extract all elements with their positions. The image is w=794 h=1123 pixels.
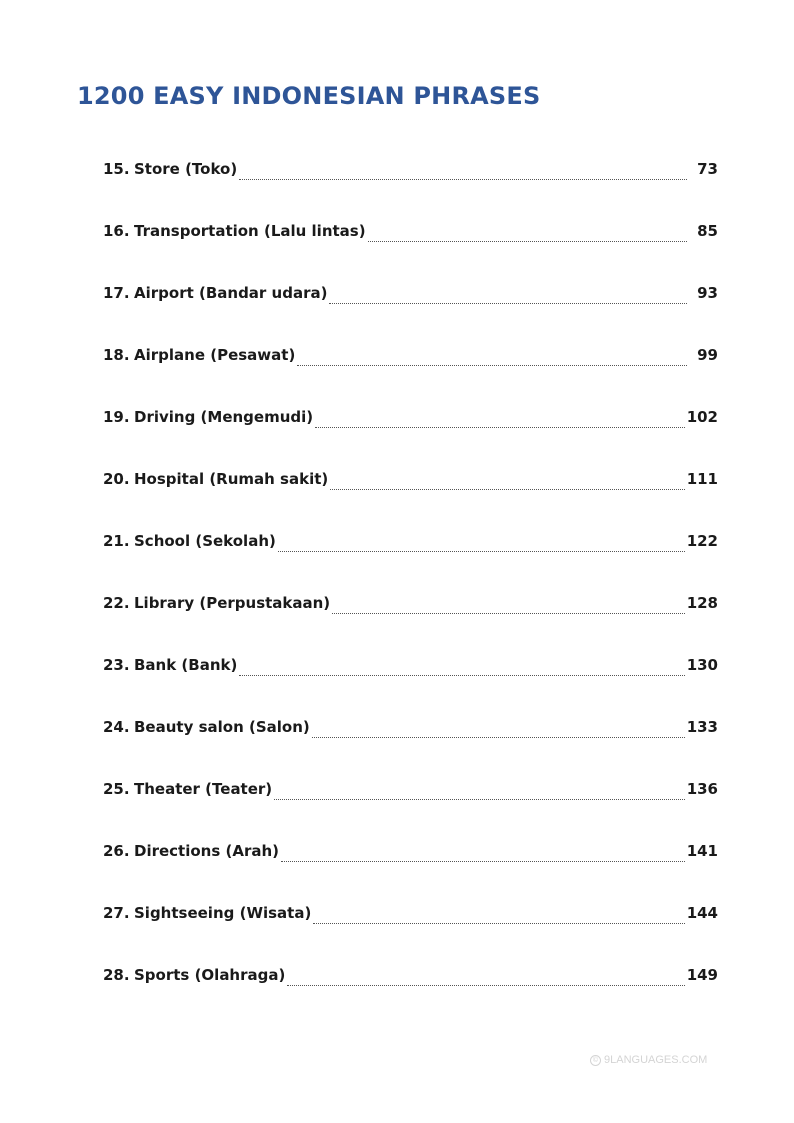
toc-number: 27. <box>103 904 130 922</box>
toc-page-number: 93 <box>697 284 718 302</box>
toc-label: Sports (Olahraga) <box>134 966 286 984</box>
page-title: 1200 EASY INDONESIAN PHRASES <box>77 82 541 110</box>
toc-entry[interactable] <box>103 780 718 804</box>
toc-label: Store (Toko) <box>134 160 238 178</box>
toc-label: Beauty salon (Salon) <box>134 718 310 736</box>
toc-label: Bank (Bank) <box>134 656 238 674</box>
toc-page-number: 133 <box>686 718 718 736</box>
toc-number: 23. <box>103 656 130 674</box>
toc-number: 15. <box>103 160 130 178</box>
toc-entry[interactable] <box>103 966 718 990</box>
toc-label: Airplane (Pesawat) <box>134 346 296 364</box>
toc-entry[interactable] <box>103 222 718 246</box>
dot-leader <box>368 229 688 242</box>
toc-number: 17. <box>103 284 130 302</box>
toc-page-number: 128 <box>686 594 718 612</box>
dot-leader <box>239 167 687 180</box>
toc-entry[interactable] <box>103 718 718 742</box>
dot-leader <box>329 291 687 304</box>
toc-entry[interactable] <box>103 160 718 184</box>
toc-label: Airport (Bandar udara) <box>134 284 328 302</box>
toc-label: Sightseeing (Wisata) <box>134 904 312 922</box>
toc-number: 20. <box>103 470 130 488</box>
toc-label: Hospital (Rumah sakit) <box>134 470 329 488</box>
toc-page-number: 130 <box>686 656 718 674</box>
dot-leader <box>287 973 684 986</box>
toc-entry[interactable] <box>103 408 718 432</box>
toc-page-number: 136 <box>686 780 718 798</box>
toc-number: 16. <box>103 222 130 240</box>
toc-number: 26. <box>103 842 130 860</box>
toc-page-number: 102 <box>686 408 718 426</box>
dot-leader <box>278 539 685 552</box>
toc-label: Library (Perpustakaan) <box>134 594 331 612</box>
toc-page-number: 122 <box>686 532 718 550</box>
toc-number: 22. <box>103 594 130 612</box>
dot-leader <box>315 415 685 428</box>
dot-leader <box>312 725 685 738</box>
toc-entry[interactable] <box>103 656 718 680</box>
watermark <box>590 1054 707 1066</box>
toc-entry[interactable] <box>103 594 718 618</box>
toc-number: 18. <box>103 346 130 364</box>
toc-page-number: 73 <box>697 160 718 178</box>
dot-leader <box>274 787 685 800</box>
toc-page-number: 99 <box>697 346 718 364</box>
toc-label: Directions (Arah) <box>134 842 280 860</box>
toc-page-number: 149 <box>686 966 718 984</box>
toc-number: 19. <box>103 408 130 426</box>
toc-entry[interactable] <box>103 346 718 370</box>
toc-page-number: 85 <box>697 222 718 240</box>
toc-number: 24. <box>103 718 130 736</box>
toc-entry[interactable] <box>103 904 718 928</box>
toc-entry[interactable] <box>103 532 718 556</box>
toc-entry[interactable] <box>103 284 718 308</box>
toc-label: Theater (Teater) <box>134 780 273 798</box>
dot-leader <box>297 353 687 366</box>
dot-leader <box>239 663 684 676</box>
toc-entry[interactable] <box>103 470 718 494</box>
dot-leader <box>332 601 685 614</box>
toc-number: 25. <box>103 780 130 798</box>
toc-number: 21. <box>103 532 130 550</box>
dot-leader <box>330 477 684 490</box>
toc-page-number: 111 <box>686 470 718 488</box>
toc-label: Driving (Mengemudi) <box>134 408 314 426</box>
copyright-icon: © <box>590 1055 601 1066</box>
toc-number: 28. <box>103 966 130 984</box>
dot-leader <box>281 849 685 862</box>
toc-label: School (Sekolah) <box>134 532 276 550</box>
dot-leader <box>313 911 684 924</box>
toc-page-number: 144 <box>686 904 718 922</box>
toc-page-number: 141 <box>686 842 718 860</box>
toc-entry[interactable] <box>103 842 718 866</box>
watermark-text: 9LANGUAGES.COM <box>604 1054 708 1066</box>
toc-label: Transportation (Lalu lintas) <box>134 222 366 240</box>
